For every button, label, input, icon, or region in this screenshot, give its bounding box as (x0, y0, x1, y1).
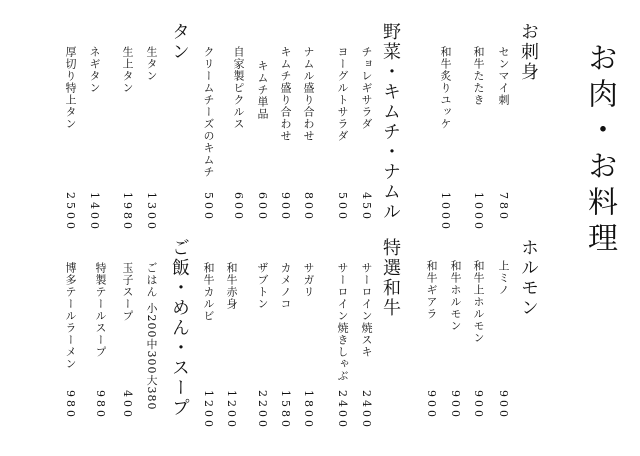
page-title: お肉・お料理 (582, 42, 617, 258)
menu-item-name: ザブトン (256, 262, 269, 310)
menu-item-price: 900 (279, 192, 292, 222)
menu-item-price: 500 (202, 192, 215, 222)
menu-item-price: 450 (360, 192, 373, 222)
menu-item-name: 和牛炙りユッケ (439, 46, 452, 130)
menu-item-name: ナムル盛り合わせ (302, 46, 315, 142)
menu-item-price: 1200 (202, 390, 215, 430)
menu-item-name: ごはん 小200中300大380 (145, 262, 158, 411)
menu-item-price: 2400 (336, 390, 349, 430)
menu-item-name: センマイ刺 (497, 46, 510, 106)
menu-item-name: 生上タン (121, 46, 134, 94)
menu-item-name: 和牛カルビ (202, 262, 215, 322)
section-heading-gohan: ご飯・めん・スープ (169, 238, 190, 418)
menu-item-name: 和牛ギアラ (425, 260, 438, 320)
menu-item-name: 特製テールスープ (94, 262, 107, 358)
menu-item-price: 1580 (279, 390, 292, 430)
menu-item-name: 自家製ピクルス (232, 46, 245, 130)
menu-item-price: 1200 (225, 390, 238, 430)
menu-item-name: サガリ (302, 262, 315, 298)
section-heading-sashimi: お刺身 (518, 22, 539, 82)
menu-item-price: 1800 (302, 390, 315, 430)
menu-item-price: 1980 (121, 192, 134, 232)
section-heading-horumon: ホルモン (518, 238, 539, 318)
menu-item-name: 和牛上ホルモン (472, 260, 485, 344)
menu-item-price: 2400 (360, 390, 373, 430)
menu-item-name: キムチ単品 (256, 60, 269, 120)
menu-item-name: サーロイン焼きしゃぶ (336, 262, 349, 382)
menu-item-price: 800 (302, 192, 315, 222)
menu-item-price: 900 (449, 390, 462, 420)
section-heading-tan: タン (169, 22, 190, 62)
menu-item-price: 1300 (145, 192, 158, 232)
menu-item-price: 2200 (256, 390, 269, 430)
menu-item-name: カメノコ (279, 262, 292, 310)
menu-item-price: 900 (425, 390, 438, 420)
menu-item-price: 980 (94, 390, 107, 420)
menu-item-price: 400 (121, 390, 134, 420)
menu-item-name: サーロイン焼スキ (360, 262, 373, 358)
menu-item-name: ネギタン (88, 46, 101, 94)
menu-item-name: 上ミノ (497, 260, 510, 296)
menu-item-name: キムチ盛り合わせ (279, 46, 292, 142)
menu-item-price: 600 (232, 192, 245, 222)
menu-item-price: 900 (497, 390, 510, 420)
menu-item-price: 1000 (439, 192, 452, 232)
section-heading-yasai: 野菜・キムチ・ナムル (380, 22, 401, 222)
menu-item-name: 和牛たたき (472, 46, 485, 106)
menu-item-name: クリームチーズのキムチ (202, 46, 215, 178)
menu-item-price: 780 (497, 192, 510, 222)
menu-item-price: 980 (64, 390, 77, 420)
menu-item-name: ヨーグルトサラダ (336, 46, 349, 142)
menu-item-name: 生タン (145, 46, 158, 82)
menu-item-price: 900 (472, 390, 485, 420)
section-heading-tokusen: 特選和牛 (380, 238, 401, 318)
menu-item-price: 1400 (88, 192, 101, 232)
menu-item-price: 2500 (64, 192, 77, 232)
menu-item-name: 玉子スープ (121, 262, 134, 322)
menu-item-name: 和牛ホルモン (449, 260, 462, 332)
menu-item-name: チョレギサラダ (360, 46, 373, 130)
menu-item-price: 500 (336, 192, 349, 222)
menu-item-price: 1000 (472, 192, 485, 232)
menu-item-name: 厚切り特上タン (64, 46, 77, 130)
menu-item-price: 600 (256, 192, 269, 222)
menu-item-name: 和牛赤身 (225, 262, 238, 310)
menu-item-name: 博多テールラーメン (64, 262, 77, 370)
